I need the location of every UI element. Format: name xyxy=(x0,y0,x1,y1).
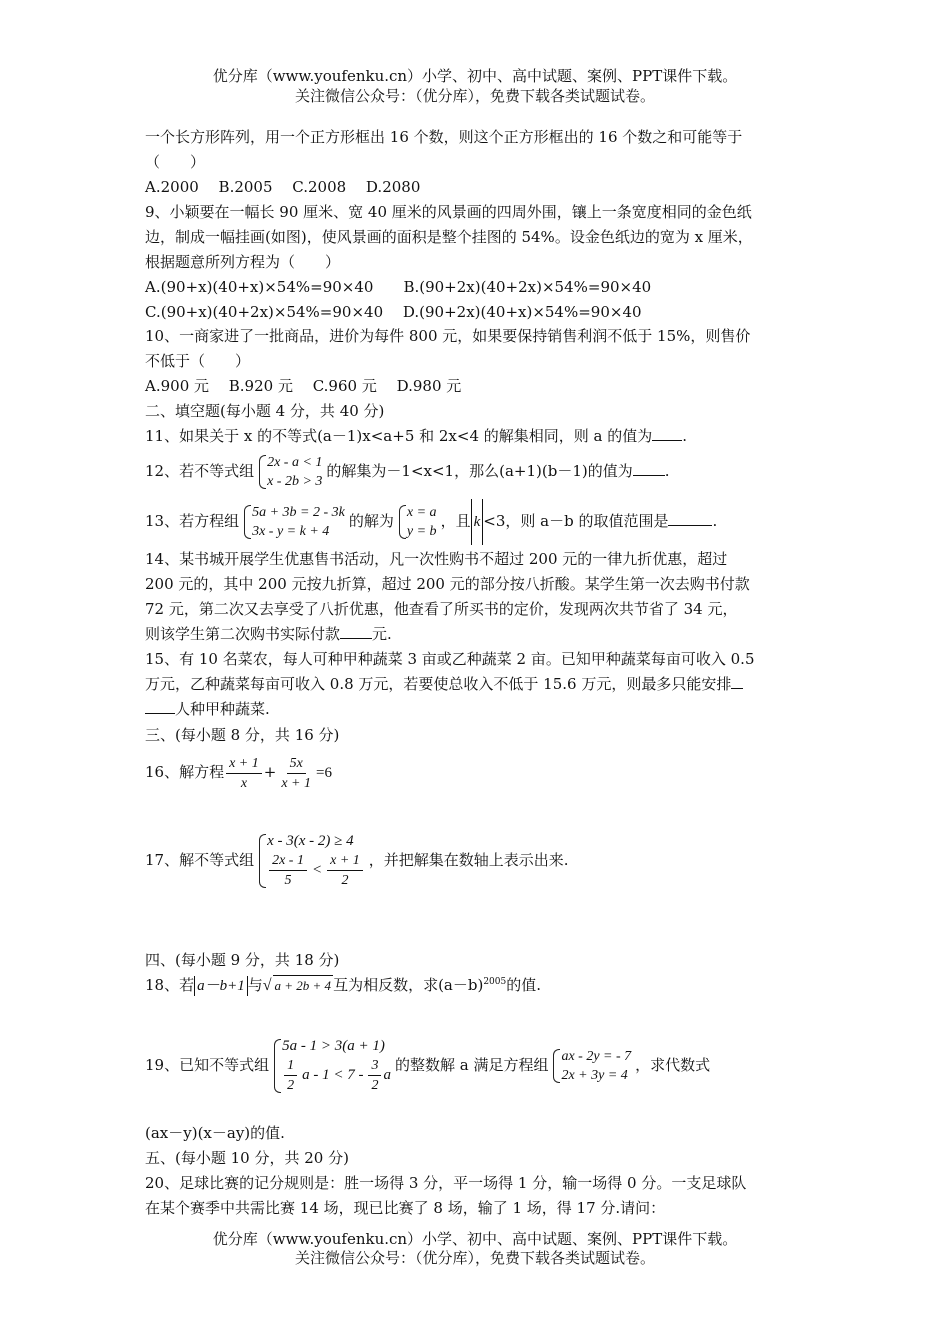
fraction-denominator: 2 xyxy=(341,873,349,888)
q15-line-3-text: 人种甲种蔬菜. xyxy=(175,700,270,718)
q13-equation-system xyxy=(243,503,345,541)
section-4-title: 四、(每小题 9 分，共 18 分) xyxy=(145,951,340,969)
fraction-numerator: 5x xyxy=(287,754,306,774)
q19-line-2: (ax－y)(x－ay)的值. xyxy=(145,1124,285,1142)
fraction-denominator: 2 xyxy=(371,1078,379,1093)
q13-end: . xyxy=(712,512,718,530)
q13-mid: 的解为 xyxy=(348,512,394,530)
q12 xyxy=(145,449,670,493)
q13-eq1: 5a + 3b = 2 - 3k xyxy=(252,505,345,520)
q11 xyxy=(145,426,687,446)
q17-eq1: x - 3(x - 2) ≥ 4 xyxy=(267,833,354,849)
q15-line-2 xyxy=(145,674,743,694)
section-2-title: 二、填空题(每小题 4 分，共 40 分) xyxy=(145,402,385,420)
q20-line-2: 在某个赛季中共需比赛 14 场，现已比赛了 8 场，输了 1 场，得 17 分.请问： xyxy=(145,1199,666,1217)
q19-suffix: ，求代数式 xyxy=(635,1056,711,1074)
header-line-2: 关注微信公众号：（优分库），免费下载各类试题试卷。 xyxy=(294,87,655,105)
q13-suffix-b: <3，则 a－b 的取值范围是 xyxy=(483,512,669,530)
footer-line-1: 优分库（www.youfenku.cn）小学、初中、高中试题、案例、PPT课件下载。 xyxy=(212,1230,738,1248)
q8-options: A.2000 B.2005 C.2008 D.2080 xyxy=(145,178,421,196)
fraction-numerator: 3 xyxy=(368,1056,381,1076)
q12-eq1: 2x - a < 1 xyxy=(267,455,323,470)
q17-inequality-system xyxy=(258,832,365,890)
fraction-denominator: 2 xyxy=(287,1078,295,1093)
answer-blank xyxy=(731,674,743,689)
q16-fraction-1 xyxy=(226,754,262,793)
q19-equation-system xyxy=(552,1047,631,1085)
q9-line-1: 9、小颖要在一幅长 90 厘米、宽 40 厘米的风景画的四周外围，镶上一条宽度相同的金色纸 xyxy=(145,203,752,221)
q9-line-2: 边，制成一幅挂画(如图)，使风景画的面积是整个挂图的 54%。设金色纸边的宽为 x 厘米， xyxy=(145,228,753,246)
q17-prefix: 17、解不等式组 xyxy=(145,851,255,869)
q16-fraction-2 xyxy=(278,754,314,793)
q12-eq2: x - 2b > 3 xyxy=(267,474,323,489)
q15-line-3 xyxy=(145,699,270,719)
q11-end: . xyxy=(682,427,688,445)
q19-inequality-system xyxy=(273,1037,391,1095)
fraction-numerator: x + 1 xyxy=(327,851,363,871)
q15-line-2-text: 万元，乙种蔬菜每亩可收入 0.8 万元，若要使总收入不低于 15.6 万元，则最多只能安排 xyxy=(145,675,732,693)
footer-line-2: 关注微信公众号：（优分库），免费下载各类试题试卷。 xyxy=(294,1249,655,1267)
answer-blank xyxy=(633,461,665,476)
q19 xyxy=(145,1032,710,1098)
q12-prefix: 12、若不等式组 xyxy=(145,462,255,480)
q18-exponent: 2005 xyxy=(483,977,507,987)
q13-suffix-a: ，且 xyxy=(440,512,471,530)
q13-sol1: x = a xyxy=(406,505,437,520)
q10-line-1: 10、一商家进了一批商品，进价为每件 800 元，如果要保持销售利润不低于 15%，则售价 xyxy=(145,327,751,345)
q9-options-ab: A.(90+x)(40+x)×54%=90×40 B.(90+2x)(40+2x)×54%=90×40 xyxy=(145,278,652,296)
q18-prefix: 18、若 xyxy=(145,976,195,994)
q12-suffix: 的解集为－1<x<1，那么(a+1)(b－1)的值为 xyxy=(326,462,633,480)
q17-fraction-2 xyxy=(327,851,363,890)
answer-blank xyxy=(668,511,712,526)
q10-options: A.900 元 B.920 元 C.960 元 D.980 元 xyxy=(145,377,462,395)
section-3-title: 三、(每小题 8 分，共 16 分) xyxy=(145,726,340,744)
answer-blank xyxy=(652,426,682,441)
q17-less-than: < xyxy=(311,862,323,878)
q9-options-cd: C.(90+x)(40+2x)×54%=90×40 D.(90+2x)(40+x)×54%=90×40 xyxy=(145,303,642,321)
q14-line-4-text: 则该学生第二次购书实际付款 xyxy=(145,625,341,643)
q18-mid: 与 xyxy=(247,976,263,994)
sqrt-icon: √ xyxy=(262,977,272,994)
q19-s1: ax - 2y = - 7 xyxy=(561,1049,632,1064)
q19-fraction-1 xyxy=(284,1056,297,1095)
q13-prefix: 13、若方程组 xyxy=(145,512,240,530)
q8-line-1: 一个长方形阵列，用一个正方形框出 16 个数，则这个正方形框出的 16 个数之和可能等于 xyxy=(145,128,743,146)
fraction-numerator: 2x - 1 xyxy=(269,851,307,871)
answer-blank xyxy=(145,699,175,714)
fraction-denominator: 5 xyxy=(284,873,292,888)
q15-line-1: 15、有 10 名菜农，每人可种甲种蔬菜 3 亩或乙种蔬菜 2 亩。已知甲种蔬菜每亩可收入 0.5 xyxy=(145,650,755,668)
fraction-numerator: 1 xyxy=(284,1056,297,1076)
q11-text: 11、如果关于 x 的不等式(a－1)x<a+5 和 2x<4 的解集相同，则 a 的值为 xyxy=(145,427,653,445)
q14-line-4 xyxy=(145,624,392,644)
q17-suffix: ，并把解集在数轴上表示出来. xyxy=(368,851,569,869)
header-line-1: 优分库（www.youfenku.cn）小学、初中、高中试题、案例、PPT课件下载。 xyxy=(212,67,738,85)
q18-absolute-value: a－b+1 xyxy=(194,976,248,996)
q12-end: . xyxy=(664,462,670,480)
q13-sol2: y = b xyxy=(406,524,437,539)
q17-fraction-1 xyxy=(269,851,307,890)
q13-abs-k: k xyxy=(471,499,484,545)
q8-line-2: （ ） xyxy=(145,153,206,171)
q19-eq2-mid: a - 1 < 7 - xyxy=(302,1067,364,1083)
q16-plus: + xyxy=(263,763,277,781)
q19-eq2-end: a xyxy=(383,1067,391,1083)
fraction-numerator: x + 1 xyxy=(226,754,262,774)
fraction-denominator: x xyxy=(240,775,248,791)
q14-line-1: 14、某书城开展学生优惠售书活动，凡一次性购书不超过 200 元的一律九折优惠，超过 xyxy=(145,550,728,568)
q14-end: 元. xyxy=(372,625,392,643)
section-5-title: 五、(每小题 10 分，共 20 分) xyxy=(145,1149,349,1167)
q20-line-1: 20、足球比赛的记分规则是：胜一场得 3 分，平一场得 1 分，输一场得 0 分。一支足球队 xyxy=(145,1174,747,1192)
answer-blank xyxy=(340,624,372,639)
q14-line-2: 200 元的，其中 200 元按九折算，超过 200 元的部分按八折酸。某学生第一次去购书付款 xyxy=(145,575,750,593)
q13-solution-system xyxy=(398,503,437,541)
q9-line-3: 根据题意所列方程为（ ） xyxy=(145,253,341,271)
q12-inequality-system xyxy=(258,453,322,491)
q13-eq2: 3x - y = k + 4 xyxy=(252,524,330,539)
q14-line-3: 72 元，第二次又去享受了八折优惠，他查看了所买书的定价，发现两次共节省了 34 元， xyxy=(145,600,738,618)
q13 xyxy=(145,498,717,545)
q17 xyxy=(145,832,569,890)
q18 xyxy=(145,972,541,996)
q19-prefix: 19、已知不等式组 xyxy=(145,1056,270,1074)
q19-fraction-2 xyxy=(368,1056,381,1095)
q18-sqrt-expression: a + 2b + 4 xyxy=(273,975,334,996)
q19-eq1: 5a - 1 > 3(a + 1) xyxy=(282,1038,385,1054)
q16-rhs: =6 xyxy=(316,765,332,781)
q18-suffix: 互为相反数，求(a－b) xyxy=(333,976,484,994)
q10-line-2: 不低于（ ） xyxy=(145,352,251,370)
q18-end: 的值. xyxy=(506,976,541,994)
q16-prefix: 16、解方程 xyxy=(145,763,225,781)
q19-s2: 2x + 3y = 4 xyxy=(561,1068,628,1083)
q19-mid: 的整数解 a 满足方程组 xyxy=(394,1056,549,1074)
fraction-denominator: x + 1 xyxy=(281,775,312,791)
q16 xyxy=(145,750,332,795)
